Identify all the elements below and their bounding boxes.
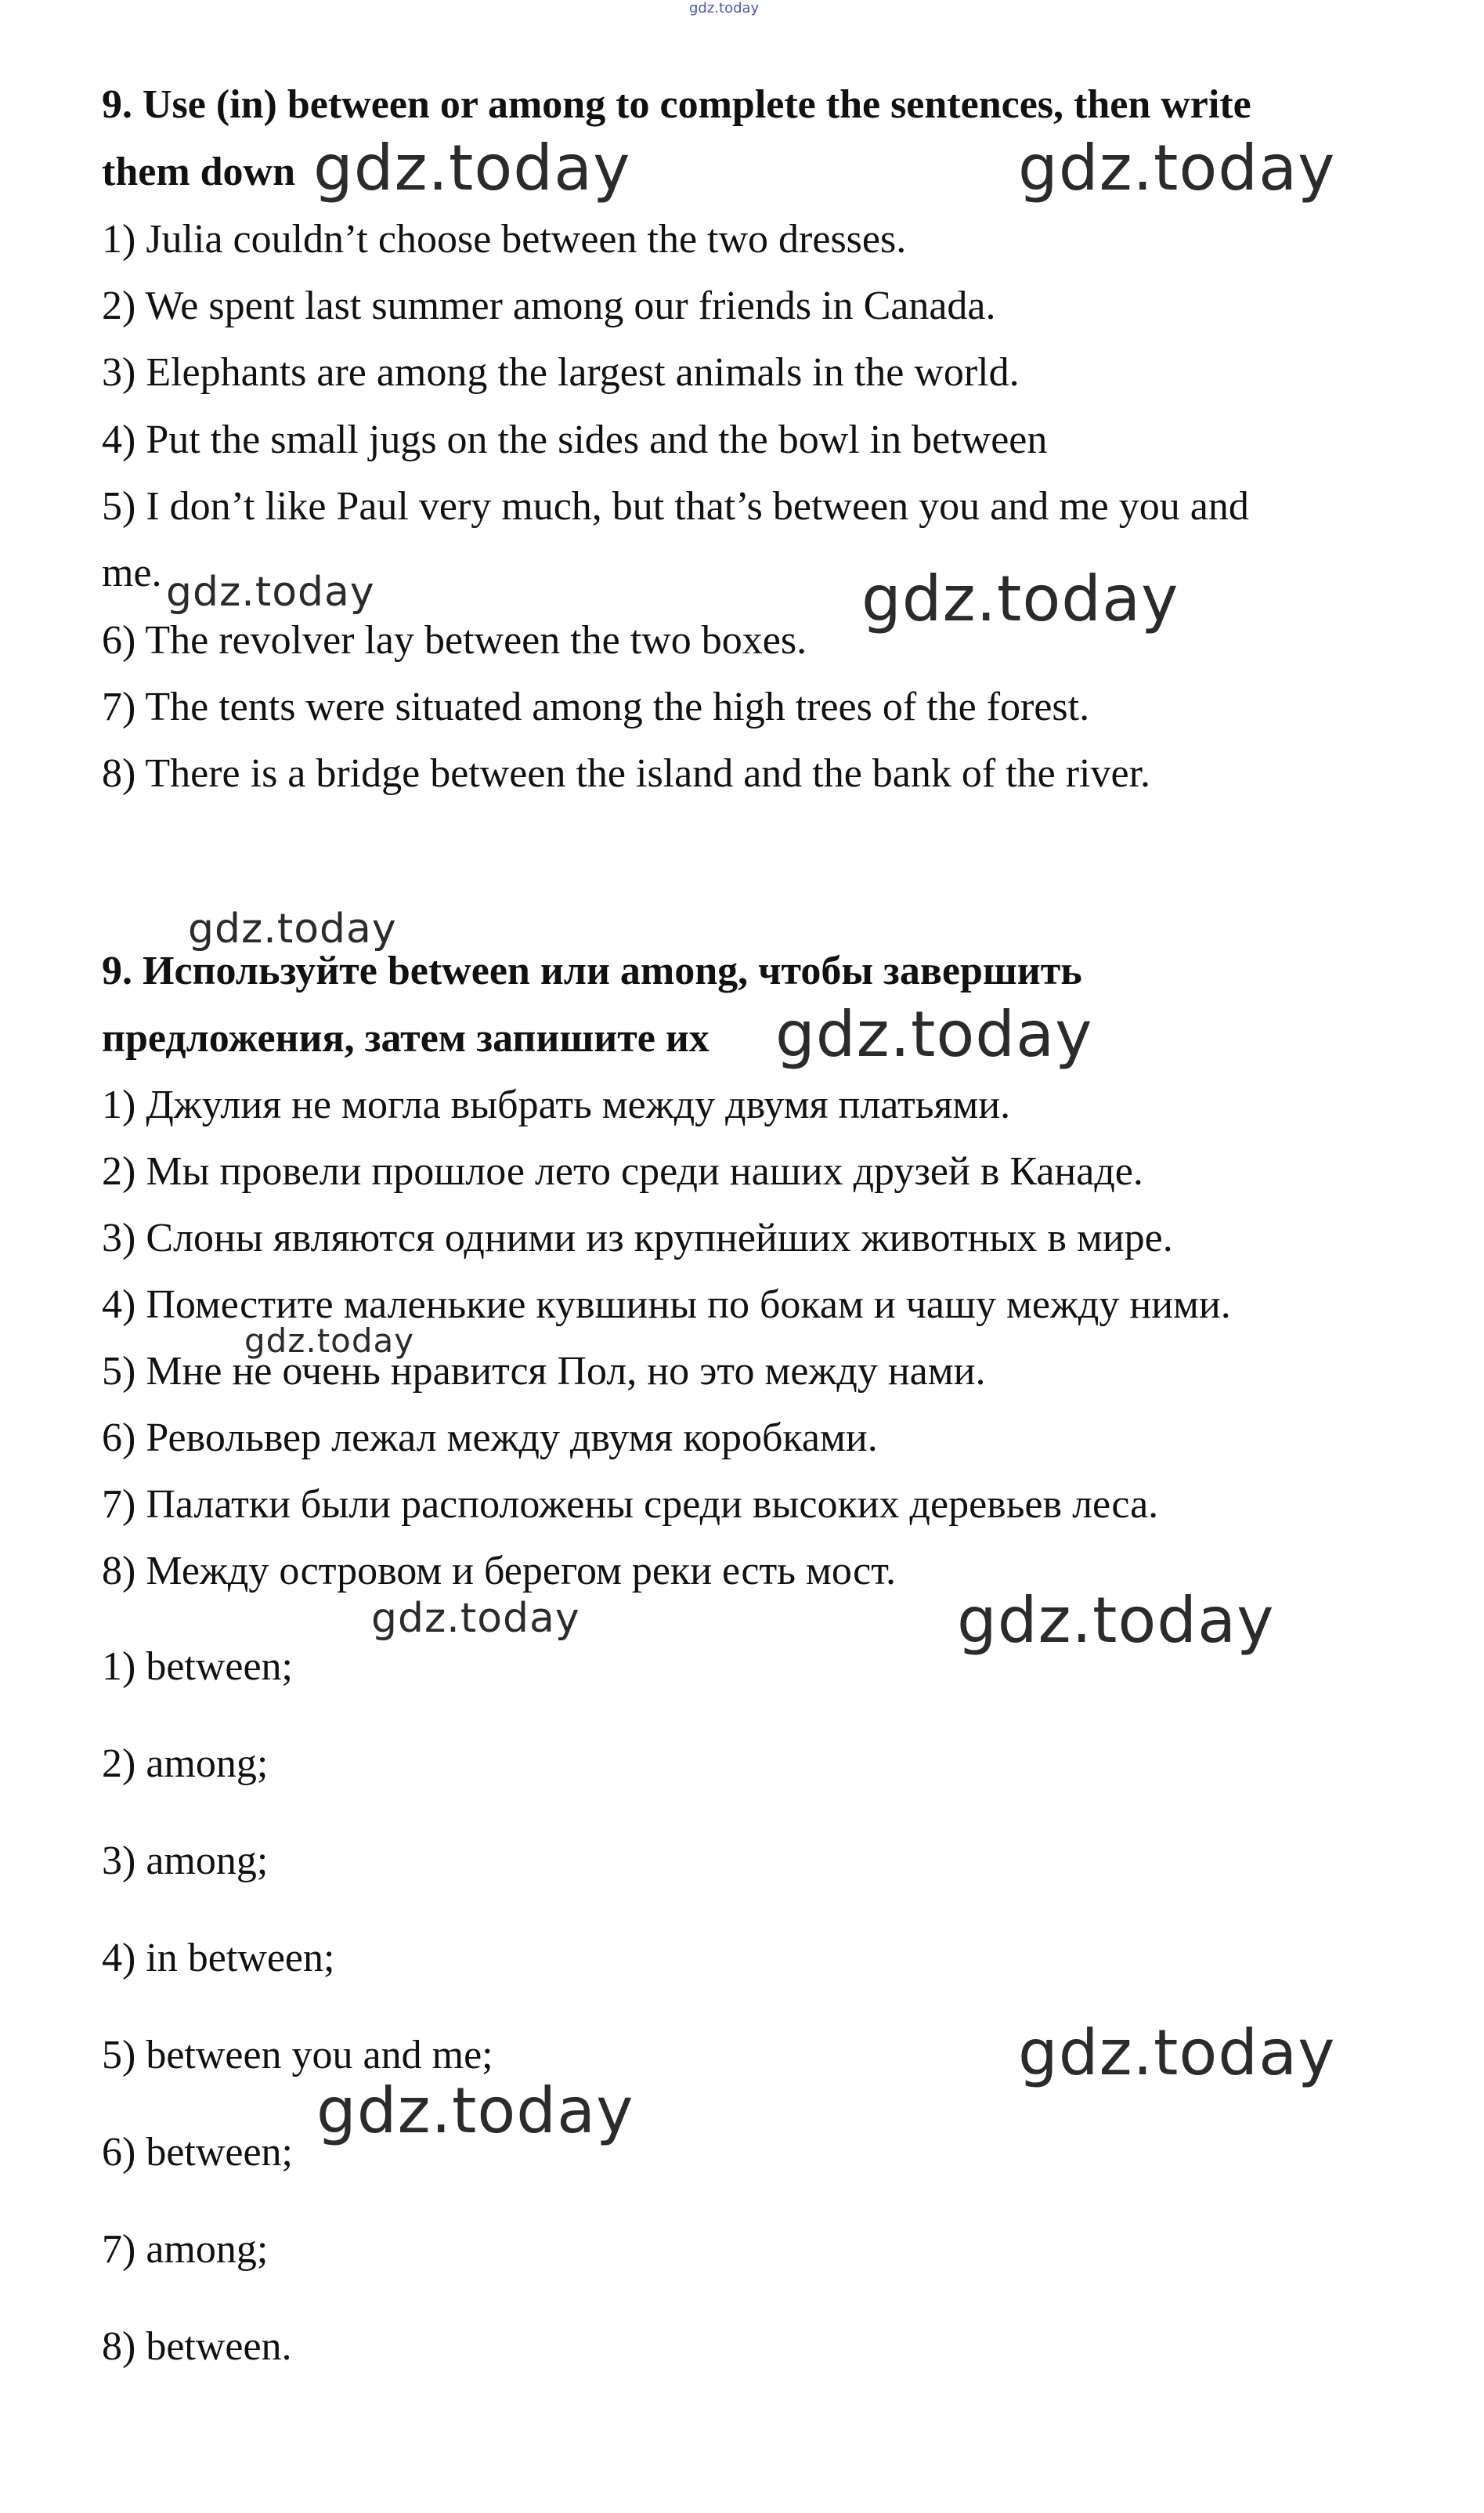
russian-item: 6) Револьвер лежал между двумя коробками.: [102, 1416, 878, 1460]
watermark-text: gdz.today: [1018, 2016, 1336, 2089]
russian-item: 1) Джулия не могла выбрать между двумя платьями.: [102, 1083, 1011, 1127]
watermark-text: gdz.today: [188, 906, 397, 953]
english-title-line2: them down: [102, 150, 296, 194]
answer-item: 8) between.: [102, 2324, 292, 2369]
english-title-line1: 9. Use (in) between or among to complete the sentences, then write: [102, 82, 1251, 127]
answer-item: 3) among;: [102, 1839, 269, 1883]
english-item-continuation: me.: [102, 551, 162, 595]
russian-item: 3) Слоны являются одними из крупнейших животных в мире.: [102, 1216, 1173, 1260]
watermark-text: gdz.today: [244, 1322, 415, 1360]
russian-item: 7) Палатки были расположены среди высоких деревьев леса.: [102, 1482, 1159, 1527]
english-item: 7) The tents were situated among the high trees of the forest.: [102, 685, 1090, 729]
russian-item: 4) Поместите маленькие кувшины по бокам и чашу между ними.: [102, 1282, 1231, 1327]
english-item: 2) We spent last summer among our friends in Canada.: [102, 284, 996, 328]
english-item: 8) There is a bridge between the island and the bank of the river.: [102, 751, 1151, 796]
english-item: 4) Put the small jugs on the sides and the bowl in between: [102, 418, 1048, 462]
site-mark: gdz.today: [689, 0, 760, 16]
russian-item: 5) Мне не очень нравится Пол, но это между нами.: [102, 1349, 986, 1394]
watermark-text: gdz.today: [313, 132, 631, 204]
russian-item: 8) Между островом и берегом реки есть мост.: [102, 1549, 897, 1593]
answer-item: 2) among;: [102, 1741, 269, 1786]
watermark-text: gdz.today: [166, 569, 375, 616]
answer-item: 1) between;: [102, 1644, 294, 1689]
answer-item: 7) among;: [102, 2227, 269, 2272]
english-item: 1) Julia couldn’t choose between the two dresses.: [102, 217, 907, 262]
russian-title-line1: 9. Используйте between или among, чтобы завершить: [102, 949, 1082, 993]
watermark-text: gdz.today: [316, 2074, 634, 2147]
watermark-text: gdz.today: [861, 562, 1179, 635]
english-item: 6) The revolver lay between the two boxes.: [102, 618, 807, 663]
answer-item: 5) between you and me;: [102, 2033, 493, 2077]
english-item: 5) I don’t like Paul very much, but that’s between you and me you and: [102, 484, 1249, 529]
russian-item: 2) Мы провели прошлое лето среди наших друзей в Канаде.: [102, 1149, 1143, 1194]
english-item: 3) Elephants are among the largest animals in the world.: [102, 350, 1020, 395]
watermark-text: gdz.today: [957, 1584, 1275, 1657]
answer-item: 4) in between;: [102, 1936, 335, 1980]
answer-item: 6) between;: [102, 2130, 294, 2175]
watermark-text: gdz.today: [371, 1595, 580, 1642]
watermark-text: gdz.today: [1018, 132, 1336, 204]
russian-title-line2: предложения, затем запишите их: [102, 1016, 710, 1061]
watermark-text: gdz.today: [775, 998, 1093, 1071]
